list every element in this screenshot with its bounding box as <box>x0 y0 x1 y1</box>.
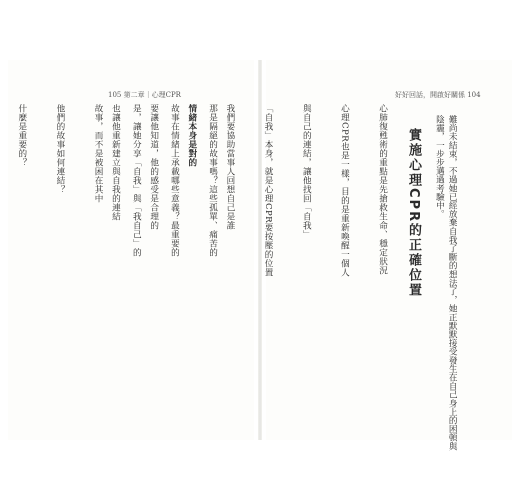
text-line: 也讓他重新建立與自我的連結 <box>110 104 121 221</box>
section-title: 實施心理CPR的正確位置 <box>406 128 421 299</box>
text-line: 他們的故事如何連結？ <box>54 104 65 194</box>
left-page-body <box>16 104 244 404</box>
text-line: 難尚未結束，不過她已經放棄自我了斷的想法了，她正默默接受發生在自己身上的困頓與 <box>447 114 458 451</box>
text-line: 故事在情緒上承載哪些意義？最重要的 <box>169 104 180 257</box>
left-page-header: 105 第二章｜心理CPR <box>108 91 181 99</box>
text-line: 陰霾，一步步邁過考驗中。 <box>434 114 445 219</box>
text-line: 那是隔絕的故事嗎？這些孤單、痛苦的 <box>207 104 218 257</box>
text-line: 要讓他知道，他的感受是合理的 <box>148 104 159 230</box>
text-line: 是，讓她分享「自我」與「我自己」的 <box>131 104 142 257</box>
right-page-header: 好好回話，開啟好關係 104 <box>395 91 481 99</box>
text-line: 與自己的連結，讓他找回「自我」 <box>301 104 312 239</box>
text-line: 心理CPR也是一樣，目的是重新喚醒一個人 <box>339 104 350 278</box>
text-line: 我們要協助當事人回想自己是誰 <box>224 104 235 230</box>
text-line: 故事，而不是被困在其中 <box>93 104 104 203</box>
text-line: 什麼是重要的？ <box>16 104 27 167</box>
right-page-opening-text <box>420 104 471 451</box>
text-line: 心肺復甦術的重點是先搶救生命、穩定狀況 <box>377 104 388 275</box>
text-line: 「自我」本身，就是心理CPR要按壓的位置 <box>263 104 274 278</box>
emphasis-line: 情緒本身是對的 <box>186 104 197 167</box>
